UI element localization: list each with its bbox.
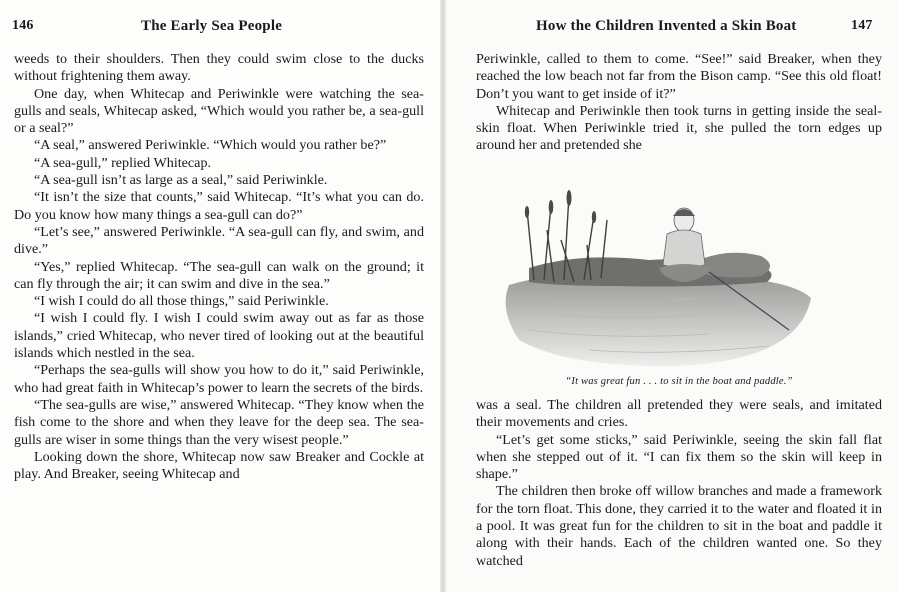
paragraph: Whitecap and Periwinkle then took turns in getting inside the seal-skin float. When Periwinkle tried it, she pulled the torn edges up around her and pretended she	[476, 102, 882, 154]
right-page	[446, 0, 899, 592]
child-in-skin-boat-illustration	[499, 190, 814, 370]
paragraph: “Let’s see,” answered Periwinkle. “A sea-gull can fly, and swim, and dive.”	[14, 223, 424, 258]
paragraph: “Perhaps the sea-gulls will show you how to do it,” said Periwinkle, who had great faith in Whitecap’s power to learn the secrets of the birds.	[14, 362, 424, 396]
paragraph: “Let’s get some sticks,” said Periwinkle, seeing the skin fall flat when she stepped out of it. “I can fix them so the skin will keep in shape.”	[476, 431, 882, 483]
paragraph: “A sea-gull isn’t as large as a seal,” said Periwinkle.	[34, 172, 328, 189]
page-number: 146	[12, 18, 34, 33]
running-head: The Early Sea People	[141, 18, 283, 34]
body-text	[14, 51, 424, 483]
paragraph: “I wish I could fly. I wish I could swim away out as far as those islands,” cried Whitecap, who never tired of looking out at the beautiful islands which nestled in the sea.	[14, 310, 424, 362]
paragraph: Periwinkle, called to them to come. “See!” said Breaker, when they reached the low beach not far from the Bison camp. “See this old float! Don’t you want to get inside of it?”	[476, 51, 882, 102]
paragraph: One day, when Whitecap and Periwinkle were watching the sea-gulls and seals, Whitecap asked, “Which would you rather be, a sea-gull or a seal?”	[14, 85, 424, 137]
paragraph: “The sea-gulls are wise,” answered Whitecap. “They know when the fish come to the shore and when they leave for the deep sea. The sea-gulls are wiser in some things than the very wisest people.”	[14, 396, 424, 448]
paragraph: “A seal,” answered Periwinkle. “Which would you rather be?”	[34, 137, 387, 154]
paragraph: “I wish I could do all those things,” said Periwinkle.	[34, 293, 329, 310]
paragraph: “Yes,” replied Whitecap. “The sea-gull can walk on the ground; it can fly through the air; it can swim and dive in the sea.”	[14, 258, 424, 292]
left-page	[0, 0, 440, 592]
paragraph: The children then broke off willow branches and made a framework for the torn float. This done, they carried it to the water and floated it in a pool. It was great fun for the children to sit in the boat and paddle it along with their hands. Each of the children wanted one. So they watched	[476, 483, 882, 569]
running-head: How the Children Invented a Skin Boat	[536, 18, 797, 34]
body-text-top	[476, 51, 882, 155]
paragraph: Looking down the shore, Whitecap now saw Breaker and Cockle at play. And Breaker, seeing Whitecap and	[14, 448, 424, 483]
paragraph: weeds to their shoulders. Then they could swim close to the ducks without frightening them away.	[14, 51, 424, 85]
paragraph: was a seal. The children all pretended they were seals, and imitated their movements and cries.	[476, 397, 882, 431]
illustration-caption: “It was great fun . . . to sit in the boat and paddle.”	[565, 376, 793, 387]
paragraph: “It isn’t the size that counts,” said Whitecap. “It’s what you can do. Do you know how many things a sea-gull can do?”	[14, 189, 424, 223]
page-number: 147	[851, 18, 873, 33]
paragraph: “A sea-gull,” replied Whitecap.	[34, 154, 212, 171]
body-text-bottom	[476, 397, 882, 570]
